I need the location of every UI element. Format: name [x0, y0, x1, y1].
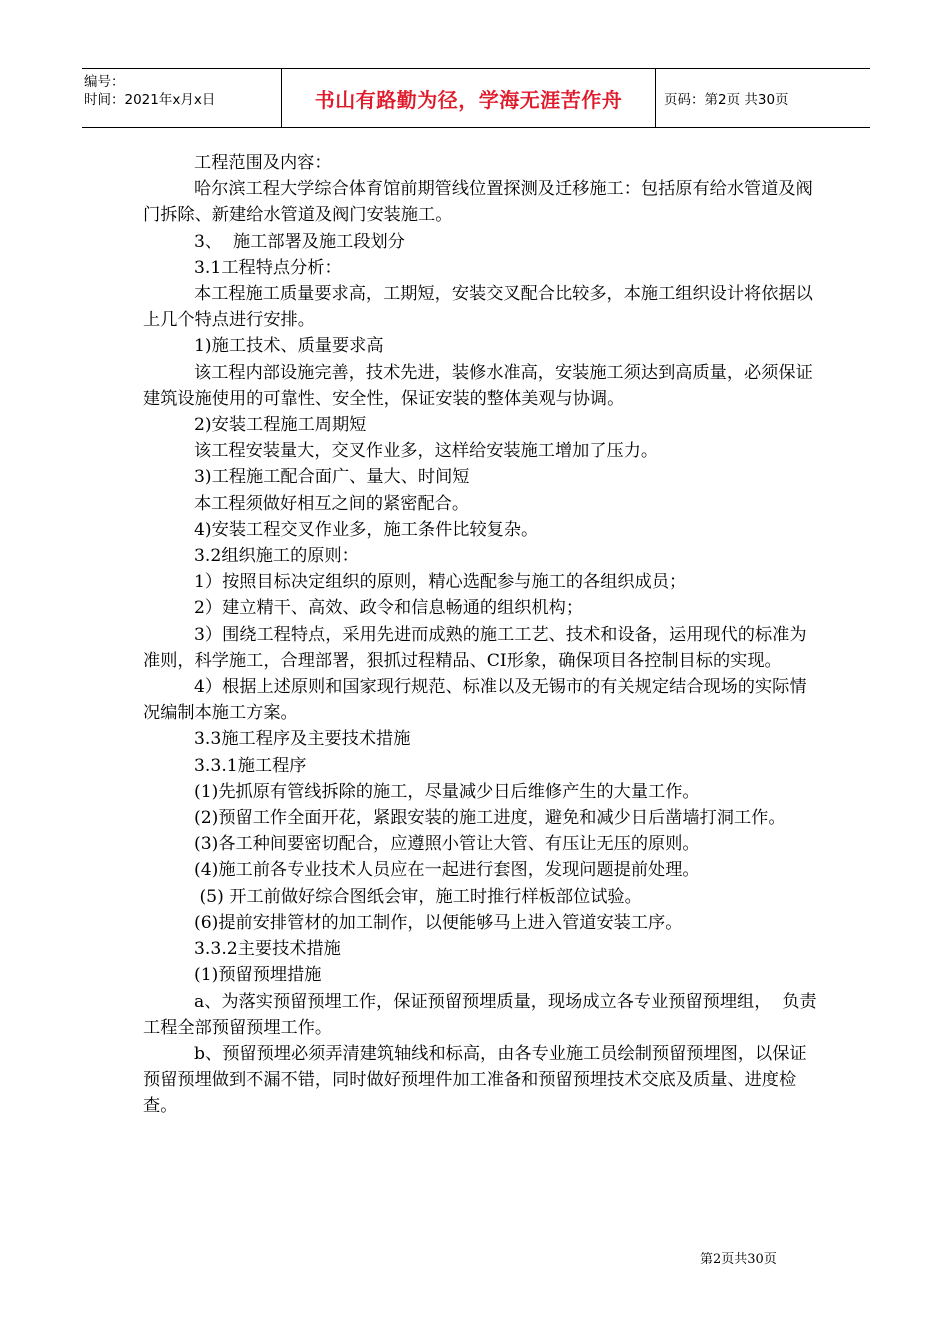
- paragraph: (4)施工前各专业技术人员应在一起进行套图，发现问题提前处理。: [194, 860, 700, 881]
- document-body: [143, 150, 823, 1120]
- paragraph: 3.3.2主要技术措施: [194, 939, 341, 960]
- paragraph: 3、 施工部署及施工段划分: [194, 231, 405, 252]
- paragraph: 3）围绕工程特点，采用先进而成熟的施工工艺、技术和设备，运用现代的标准为准则，科学施工，合理部署，狠抓过程精品、CI形象，确保项目各控制目标的实现。: [143, 624, 807, 671]
- paragraph: 本工程施工质量要求高，工期短，安装交叉配合比较多，本施工组织设计将依据以上几个特点进行安排。: [143, 284, 813, 331]
- paragraph: 4)安装工程交叉作业多，施工条件比较复杂。: [194, 519, 539, 540]
- header-left-cell: [82, 69, 282, 127]
- paragraph: 3.2组织施工的原则：: [194, 546, 359, 567]
- paragraph: 1)施工技术、质量要求高: [194, 336, 384, 357]
- paragraph: 该工程内部设施完善，技术先进，装修水准高，安装施工须达到高质量，必须保证建筑设施使用的可靠性、安全性，保证安装的整体美观与协调。: [143, 362, 813, 409]
- paragraph: 哈尔滨工程大学综合体育馆前期管线位置探测及迁移施工：包括原有给水管道及阀门拆除、新建给水管道及阀门安装施工。: [143, 179, 813, 226]
- header-table: [82, 68, 870, 128]
- paragraph: (3)各工种间要密切配合，应遵照小管让大管、有压让无压的原则。: [194, 834, 700, 855]
- paragraph: 3)工程施工配合面广、量大、时间短: [194, 467, 470, 488]
- paragraph: 2)安装工程施工周期短: [194, 415, 367, 436]
- paragraph: b、预留预埋必须弄清建筑轴线和标高，由各专业施工员绘制预留预埋图，以保证预留预埋做到不漏不错，同时做好预埋件加工准备和预留预埋技术交底及质量、进度检查。: [143, 1043, 807, 1117]
- header-page-label: 页码：第2页 共30页: [664, 92, 789, 108]
- paragraph: (1)预留预埋措施: [194, 965, 322, 986]
- header-motto: 书山有路勤为径，学海无涯苦作舟: [314, 87, 623, 112]
- paragraph: a、为落实预留预埋工作，保证预留预埋质量，现场成立各专业预留预埋组， 负责工程全部预留预埋工作。: [143, 991, 817, 1038]
- paragraph: (2)预留工作全面开花，紧跟安装的施工进度，避免和减少日后凿墙打洞工作。: [194, 808, 786, 829]
- paragraph: 本工程须做好相互之间的紧密配合。: [194, 493, 470, 514]
- paragraph: 3.1工程特点分析：: [194, 257, 342, 278]
- header-motto-cell: [282, 69, 656, 127]
- doc-number-label: 编号：: [84, 74, 125, 90]
- paragraph: 1）按照目标决定组织的原则，精心选配参与施工的各组织成员；: [194, 572, 687, 593]
- paragraph: 该工程安装量大，交叉作业多，这样给安装施工增加了压力。: [194, 441, 659, 462]
- paragraph: 2）建立精干、高效、政令和信息畅通的组织机构；: [194, 598, 584, 619]
- paragraph: (1)先抓原有管线拆除的施工，尽量减少日后维修产生的大量工作。: [194, 781, 700, 802]
- paragraph: 3.3施工程序及主要技术措施: [194, 729, 411, 750]
- paragraph: (6)提前安排管材的加工制作，以便能够马上进入管道安装工序。: [194, 912, 683, 933]
- paragraph: (5) 开工前做好综合图纸会审，施工时推行样板部位试验。: [194, 886, 642, 907]
- date-label: 时间：2021年x月x日: [84, 92, 216, 108]
- paragraph: 工程范围及内容：: [194, 153, 332, 173]
- paragraph: 3.3.1施工程序: [194, 755, 307, 776]
- paragraph: 4）根据上述原则和国家现行规范、标准以及无锡市的有关规定结合现场的实际情况编制本施工方案。: [143, 677, 807, 724]
- page-footer: 第2页共30页: [700, 1252, 777, 1267]
- header-page-cell: [656, 69, 870, 127]
